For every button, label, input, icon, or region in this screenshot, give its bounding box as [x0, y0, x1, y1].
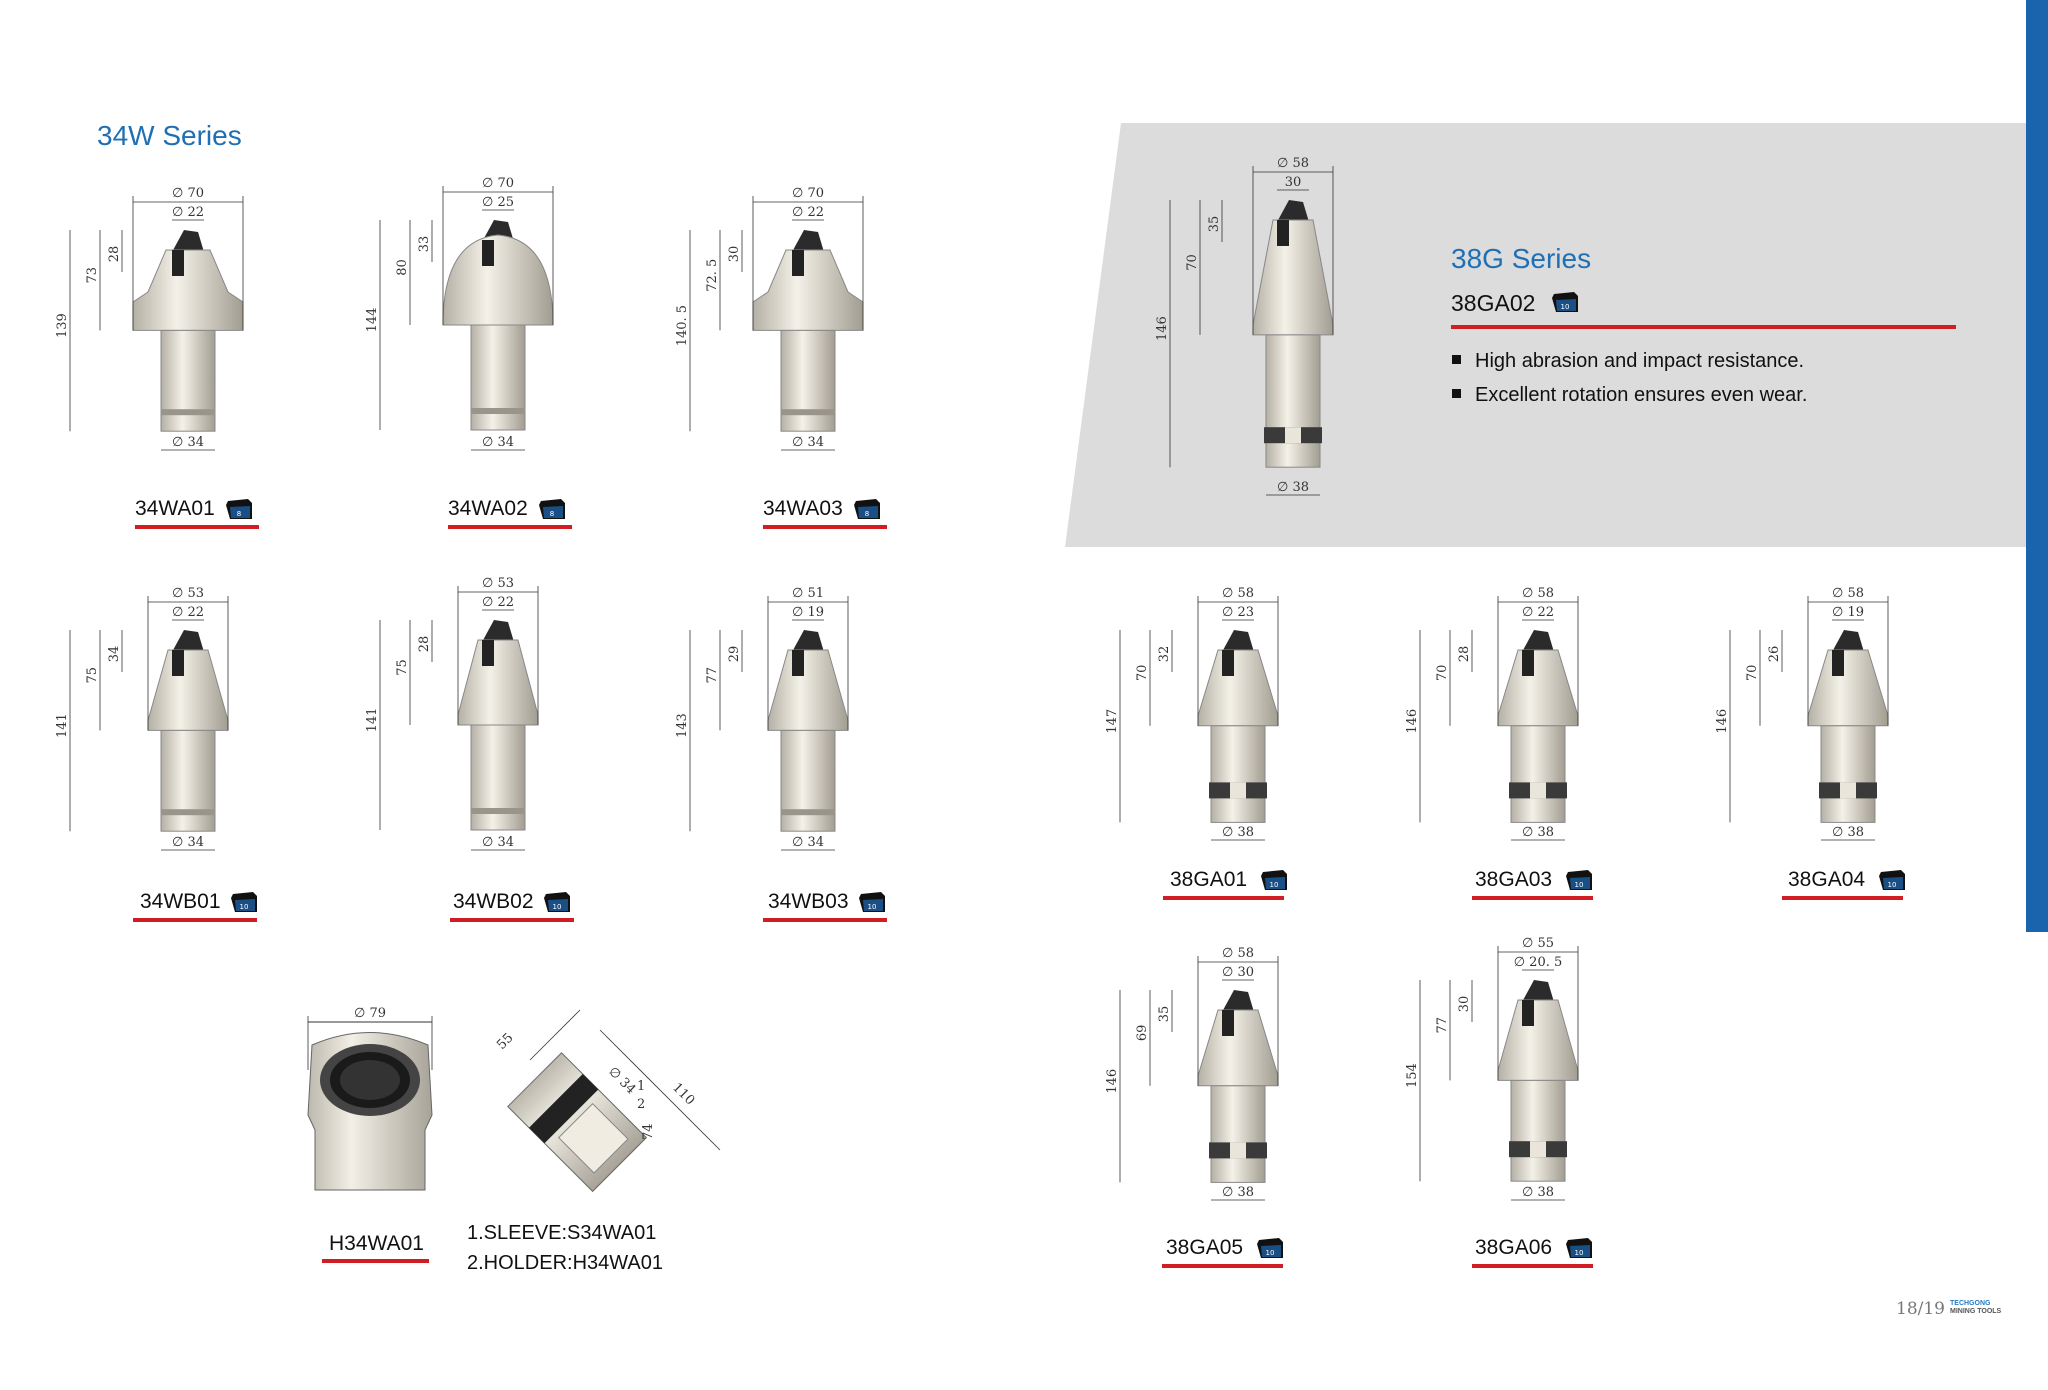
dim-total-height: 139	[55, 313, 70, 339]
featured-grade-badge	[1551, 290, 1577, 314]
tool-shank	[1211, 1086, 1265, 1183]
grade-badge-icon	[1565, 1236, 1591, 1260]
dim-shank-diameter: ∅ 38	[1277, 480, 1309, 495]
brand-logo: TECHGONG MINING TOOLS	[1950, 1300, 2002, 1315]
tool-shank	[161, 330, 215, 431]
dim-tip-diameter: ∅ 23	[1222, 605, 1254, 620]
carbide-tip	[1222, 630, 1254, 652]
dim-total-height: 146	[1405, 708, 1420, 734]
tool-code: 34WA02	[448, 497, 528, 520]
bullet-square-icon	[1452, 355, 1461, 364]
tool-shank	[1266, 335, 1320, 467]
dim-tip-height: 28	[1457, 645, 1472, 663]
tool-card-38ga04	[1715, 580, 1940, 850]
dim-head-height: 73	[85, 266, 100, 284]
tool-shank	[1511, 726, 1565, 823]
dim-top-diameter: ∅ 58	[1832, 586, 1864, 601]
dim-tip-diameter: ∅ 22	[792, 205, 824, 220]
carbide-tip	[1832, 630, 1864, 652]
dim-head-height: 80	[395, 259, 410, 276]
tool-shank	[1211, 726, 1265, 823]
dim-head-height: 69	[1135, 1024, 1150, 1042]
dim-tip-height: 35	[1207, 215, 1222, 233]
dim-head-height: 72. 5	[705, 258, 720, 292]
part-1-callout: 1	[637, 1079, 646, 1094]
tool-head	[133, 250, 243, 330]
dim-tip-diameter: ∅ 22	[1522, 605, 1554, 620]
dim-shank-diameter: ∅ 38	[1222, 1185, 1254, 1200]
dim-top-diameter: ∅ 58	[1222, 946, 1254, 961]
tool-code-underline	[763, 525, 887, 529]
dim-top-diameter: ∅ 70	[172, 186, 204, 201]
tool-code-underline	[1472, 1264, 1593, 1268]
grade-badge-icon	[853, 497, 879, 521]
svg-text:10: 10	[1887, 881, 1897, 889]
tool-card-38ga06	[1405, 930, 1630, 1210]
holder-height-label: 74	[641, 1123, 656, 1140]
tool-code-underline	[1163, 896, 1284, 900]
dim-total-height: 141	[365, 707, 380, 733]
carbide-tip	[1522, 630, 1554, 652]
dim-shank-diameter: ∅ 38	[1222, 825, 1254, 840]
dim-shank-diameter: ∅ 38	[1522, 1185, 1554, 1200]
grade-badge-icon	[1565, 868, 1591, 892]
feature-item: Excellent rotation ensures even wear.	[1452, 384, 1807, 407]
tool-drawing	[1105, 940, 1330, 1210]
grade-badge-icon	[858, 890, 884, 914]
tool-shank	[471, 725, 525, 830]
svg-text:8: 8	[236, 510, 242, 518]
tool-head	[753, 250, 863, 330]
svg-text:10: 10	[1560, 303, 1570, 311]
dim-tip-diameter: ∅ 19	[1832, 605, 1864, 620]
tool-code-underline	[450, 918, 574, 922]
tool-head	[458, 640, 538, 725]
tool-card-38ga02	[1155, 150, 1390, 505]
dim-tip-height: 33	[417, 235, 432, 253]
dim-head-height: 75	[85, 666, 100, 684]
dim-shank-diameter: ∅ 34	[792, 435, 824, 450]
tool-drawing	[365, 570, 590, 860]
grade-badge-icon	[230, 890, 256, 914]
dim-tip-height: 30	[727, 245, 742, 263]
tool-drawing	[1405, 930, 1630, 1210]
tool-drawing	[55, 580, 280, 860]
dim-tip-diameter: ∅ 25	[482, 195, 514, 210]
grade-badge-icon	[225, 497, 251, 521]
tool-head	[1198, 1010, 1278, 1086]
tool-head	[1498, 1000, 1578, 1080]
dim-top-diameter: ∅ 58	[1277, 156, 1309, 171]
svg-text:10: 10	[552, 903, 562, 911]
dim-shank-diameter: ∅ 34	[172, 835, 204, 850]
tool-card-34wb01	[55, 580, 280, 860]
dim-head-height: 77	[705, 666, 720, 684]
dim-total-height: 154	[1405, 1063, 1420, 1089]
dim-total-height: 146	[1715, 708, 1730, 734]
tool-drawing	[1405, 580, 1630, 850]
tool-head	[1808, 650, 1888, 726]
carbide-tip	[172, 630, 204, 652]
dim-tip-height: 28	[107, 245, 122, 263]
dim-tip-height: 32	[1157, 645, 1172, 663]
tool-code: 34WB03	[768, 890, 849, 913]
grade-badge-icon	[543, 890, 569, 914]
tool-code: 34WB02	[453, 890, 534, 913]
dim-tip-diameter: ∅ 22	[482, 595, 514, 610]
dim-total-height: 140. 5	[675, 304, 690, 347]
dim-head-height: 70	[1135, 664, 1150, 682]
dim-head-height: 70	[1435, 664, 1450, 682]
tool-card-34wa01	[55, 180, 280, 460]
dim-tip-diameter: ∅ 20. 5	[1513, 955, 1563, 970]
tool-head	[1198, 650, 1278, 726]
tool-shank	[471, 325, 525, 430]
tool-card-38ga01	[1105, 580, 1330, 850]
svg-text:10: 10	[1574, 1249, 1584, 1257]
side-accent-bar	[2026, 0, 2048, 932]
tool-card-38ga05	[1105, 940, 1330, 1210]
tool-code-underline	[1162, 1264, 1283, 1268]
tool-code: 38GA04	[1788, 868, 1866, 891]
dim-tip-height: 34	[107, 645, 122, 663]
holder-diameter-label: ∅ 79	[354, 1006, 386, 1021]
dim-head-height: 70	[1185, 254, 1200, 271]
dim-top-diameter: ∅ 58	[1222, 586, 1254, 601]
carbide-tip	[1522, 980, 1554, 1002]
tool-code: 38GA05	[1166, 1236, 1244, 1259]
dim-tip-height: 29	[727, 645, 742, 663]
tool-head	[443, 235, 553, 325]
feature-item: High abrasion and impact resistance.	[1452, 350, 1804, 373]
tool-code: 38GA03	[1475, 868, 1553, 891]
tool-code-underline	[1782, 896, 1903, 900]
tool-drawing	[675, 180, 900, 460]
holder-width-label: 55	[494, 1030, 517, 1053]
tool-shank	[161, 730, 215, 831]
dim-tip-height: 35	[1157, 1005, 1172, 1023]
svg-text:10: 10	[867, 903, 877, 911]
dim-shank-diameter: ∅ 38	[1832, 825, 1864, 840]
carbide-tip	[482, 620, 514, 642]
tool-head	[1498, 650, 1578, 726]
dim-total-height: 146	[1105, 1068, 1120, 1094]
dim-top-diameter: ∅ 53	[482, 576, 514, 591]
dim-top-diameter: ∅ 58	[1522, 586, 1554, 601]
svg-text:10: 10	[1574, 881, 1584, 889]
grade-badge-icon	[538, 497, 564, 521]
tool-code: 38GA06	[1475, 1236, 1553, 1259]
grade-badge-icon	[1878, 868, 1904, 892]
tool-drawing	[55, 180, 280, 460]
dim-shank-diameter: ∅ 38	[1522, 825, 1554, 840]
svg-text:10: 10	[239, 903, 249, 911]
dim-tip-diameter: ∅ 19	[792, 605, 824, 620]
tool-drawing	[675, 580, 900, 860]
bullet-square-icon	[1452, 389, 1461, 398]
tool-drawing	[1715, 580, 1940, 850]
featured-code: 38GA02	[1451, 290, 1536, 316]
featured-underline	[1451, 325, 1956, 329]
part-2-callout: 2	[637, 1097, 646, 1112]
dim-total-height: 141	[55, 713, 70, 739]
tool-code: 34WA01	[135, 497, 215, 520]
carbide-tip	[1222, 990, 1254, 1012]
tool-head	[148, 650, 228, 730]
dim-shank-diameter: ∅ 34	[172, 435, 204, 450]
svg-text:10: 10	[1269, 881, 1279, 889]
tool-code-underline	[133, 918, 257, 922]
page-number: 18/19	[1896, 1299, 1945, 1319]
dim-tip-diameter: 30	[1284, 175, 1302, 190]
dim-total-height: 143	[675, 713, 690, 739]
tool-code-underline	[763, 918, 887, 922]
dim-head-height: 75	[395, 659, 410, 676]
tool-head	[768, 650, 848, 730]
dim-shank-diameter: ∅ 34	[792, 835, 824, 850]
dim-shank-diameter: ∅ 34	[482, 435, 514, 450]
tool-code: 34WB01	[140, 890, 221, 913]
dim-top-diameter: ∅ 51	[792, 586, 824, 601]
tool-code-underline	[1472, 896, 1593, 900]
dim-tip-height: 26	[1767, 645, 1782, 663]
tool-drawing	[1155, 150, 1390, 505]
holder-code: H34WA01	[329, 1232, 424, 1255]
holder-svg	[300, 1000, 740, 1200]
dim-tip-diameter: ∅ 30	[1222, 965, 1254, 980]
dim-head-height: 70	[1745, 664, 1760, 682]
carbide-tip	[172, 230, 204, 252]
tool-code: 34WA03	[763, 497, 843, 520]
holder-bore-label: ∅ 34	[605, 1064, 639, 1098]
dim-total-height: 146	[1155, 316, 1170, 342]
dim-tip-diameter: ∅ 22	[172, 205, 204, 220]
dim-total-height: 144	[365, 307, 380, 333]
dim-total-height: 147	[1105, 708, 1120, 734]
dim-top-diameter: ∅ 70	[792, 186, 824, 201]
tool-shank	[781, 330, 835, 431]
tool-code: 38GA01	[1170, 868, 1248, 891]
dim-top-diameter: ∅ 70	[482, 176, 514, 191]
svg-text:8: 8	[864, 510, 870, 518]
series-34w-title: 34W Series	[97, 120, 242, 151]
tool-head	[1253, 220, 1333, 335]
tool-card-34wa03	[675, 180, 900, 460]
tool-card-34wa02	[365, 170, 590, 460]
tool-shank	[781, 730, 835, 831]
holder-note: 2.HOLDER:H34WA01	[467, 1252, 663, 1274]
tool-card-38ga03	[1405, 580, 1630, 850]
dim-head-height: 77	[1435, 1016, 1450, 1034]
svg-text:10: 10	[1265, 1249, 1275, 1257]
dim-tip-height: 28	[417, 635, 432, 653]
grade-badge-icon	[1256, 1236, 1282, 1260]
svg-text:8: 8	[549, 510, 555, 518]
tool-code-underline	[448, 525, 572, 529]
dim-top-diameter: ∅ 53	[172, 586, 204, 601]
series-38g-title: 38G Series	[1451, 243, 1592, 274]
holder-underline	[322, 1259, 429, 1263]
holder-note: 1.SLEEVE:S34WA01	[467, 1222, 657, 1244]
tool-drawing	[1105, 580, 1330, 850]
tool-card-34wb03	[675, 580, 900, 860]
carbide-tip	[792, 630, 824, 652]
dim-shank-diameter: ∅ 34	[482, 835, 514, 850]
tool-drawing	[365, 170, 590, 460]
carbide-tip	[792, 230, 824, 252]
tool-shank	[1821, 726, 1875, 823]
dim-tip-diameter: ∅ 22	[172, 605, 204, 620]
tool-shank	[1511, 1080, 1565, 1181]
carbide-tip	[1277, 200, 1309, 222]
holder-drawing	[300, 1000, 740, 1200]
dim-tip-height: 30	[1457, 995, 1472, 1013]
grade-badge-icon	[1260, 868, 1286, 892]
dim-top-diameter: ∅ 55	[1522, 936, 1554, 951]
holder-length-label: 110	[669, 1080, 698, 1109]
tool-code-underline	[135, 525, 259, 529]
tool-card-34wb02	[365, 570, 590, 860]
